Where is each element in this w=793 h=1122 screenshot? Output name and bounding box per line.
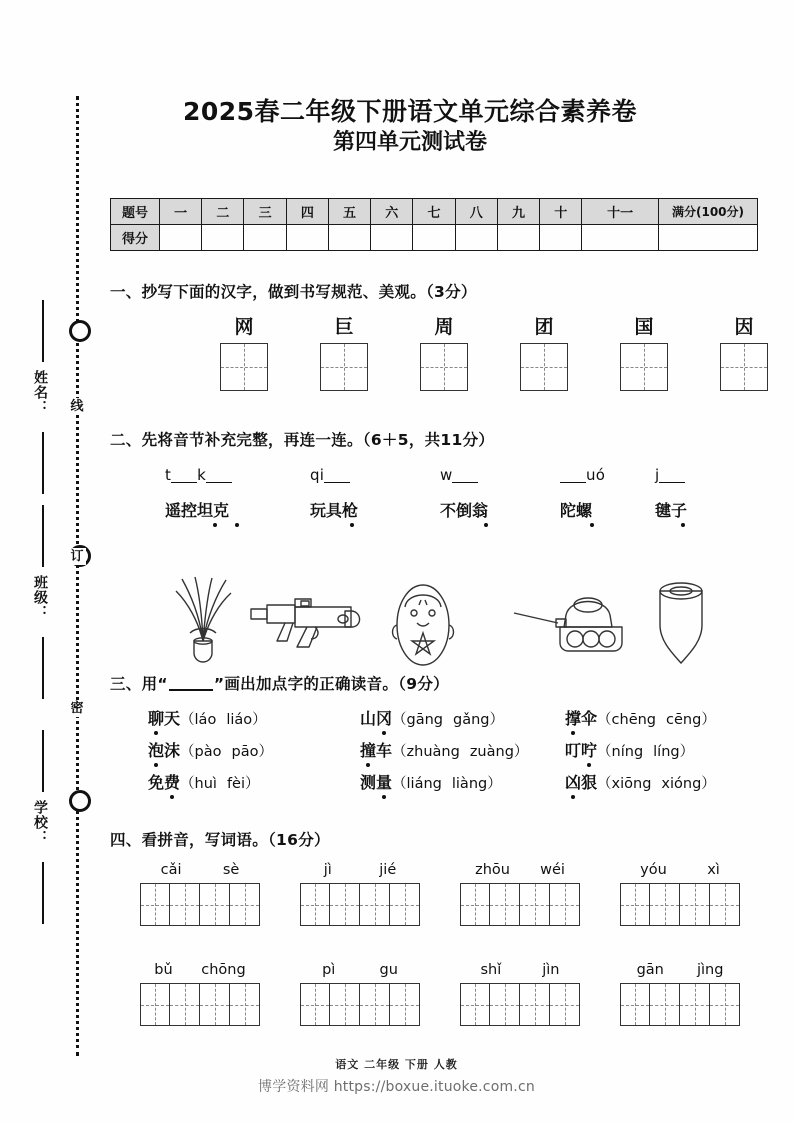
tianzige-writing-box[interactable] bbox=[230, 983, 260, 1026]
tank-drawing[interactable] bbox=[510, 589, 628, 666]
score-table-column-header: 十一 bbox=[582, 199, 659, 225]
pinyin-fill-blank[interactable] bbox=[440, 466, 488, 484]
tianzige-writing-box[interactable] bbox=[140, 883, 170, 926]
target-word bbox=[148, 741, 180, 760]
score-table-header-row bbox=[111, 199, 758, 225]
score-table-score-row bbox=[111, 225, 758, 251]
pinyin-option[interactable]: níng bbox=[611, 744, 644, 760]
pinyin-syllable: jié bbox=[379, 862, 397, 878]
tianzige-writing-box[interactable] bbox=[620, 983, 650, 1026]
paren-close: ） bbox=[701, 776, 716, 792]
question-3-heading bbox=[110, 672, 449, 694]
pinyin-prompt bbox=[620, 962, 740, 978]
paren-close: ） bbox=[258, 744, 273, 760]
seal-margin bbox=[0, 0, 100, 1122]
emphasis-dot bbox=[587, 763, 591, 767]
pinyin-options bbox=[392, 744, 528, 760]
score-table-score-cell[interactable] bbox=[455, 225, 497, 251]
matching-connect-dots[interactable] bbox=[165, 523, 232, 531]
write-word-group bbox=[300, 862, 420, 926]
write-word-group bbox=[620, 962, 740, 1026]
tianzige-writing-box[interactable] bbox=[680, 983, 710, 1026]
pinyin-syllable: gān bbox=[636, 962, 664, 978]
margin-field-rule[interactable] bbox=[42, 862, 44, 924]
pinyin-options bbox=[180, 744, 273, 760]
tianzige-writing-box[interactable] bbox=[550, 883, 580, 926]
tianzige-writing-box[interactable] bbox=[720, 343, 768, 391]
seal-line-char: 线 bbox=[68, 398, 86, 415]
paren-close: ） bbox=[245, 776, 260, 792]
pinyin-blank-underline[interactable] bbox=[171, 482, 197, 483]
score-table-column-header: 五 bbox=[328, 199, 370, 225]
tianzige-writing-box[interactable] bbox=[520, 983, 550, 1026]
pinyin-blank-underline[interactable] bbox=[324, 482, 350, 483]
emphasis-dot bbox=[382, 795, 386, 799]
pinyin-syllable: jìn bbox=[542, 962, 560, 978]
word-character: 伞 bbox=[581, 709, 598, 728]
word-character: 撑 bbox=[565, 709, 581, 728]
margin-field-rule[interactable] bbox=[42, 505, 44, 567]
score-table bbox=[110, 198, 758, 251]
paren-open: （ bbox=[392, 712, 407, 728]
pinyin-options bbox=[392, 776, 502, 792]
pinyin-option[interactable]: liáng bbox=[406, 776, 442, 792]
tumbler-doll-drawing[interactable] bbox=[385, 573, 461, 676]
emphasis-dot bbox=[382, 731, 386, 735]
page-subtitle: 第四单元测试卷 bbox=[332, 130, 487, 156]
matching-connect-dots[interactable] bbox=[655, 523, 687, 531]
pinyin-syllable: bǔ bbox=[154, 962, 173, 978]
score-table-column-header: 四 bbox=[286, 199, 328, 225]
pinyin-fragment: k bbox=[197, 466, 206, 484]
tianzige-writing-box[interactable] bbox=[650, 983, 680, 1026]
pinyin-fill-blank[interactable] bbox=[310, 466, 358, 484]
score-table-score-cell[interactable] bbox=[540, 225, 582, 251]
pinyin-prompt bbox=[140, 862, 260, 878]
word-character: 山 bbox=[360, 709, 377, 728]
tianzige-writing-box[interactable] bbox=[620, 883, 650, 926]
pinyin-prompt bbox=[620, 862, 740, 878]
paren-open: （ bbox=[597, 776, 612, 792]
score-table-score-cell[interactable] bbox=[202, 225, 244, 251]
score-table-column-header: 三 bbox=[244, 199, 286, 225]
tianzige-writing-box[interactable] bbox=[320, 343, 368, 391]
pinyin-syllable: gu bbox=[379, 962, 398, 978]
target-word bbox=[565, 773, 597, 792]
tianzige-writing-box[interactable] bbox=[490, 983, 520, 1026]
score-table-score-cell[interactable] bbox=[659, 225, 758, 251]
tianzige-writing-box[interactable] bbox=[170, 883, 200, 926]
tianzige-writing-box[interactable] bbox=[520, 343, 568, 391]
pinyin-syllable: pì bbox=[322, 962, 336, 978]
connect-dot[interactable] bbox=[484, 523, 488, 527]
question-2-heading: 二、先将音节补充完整，再连一连。（6＋5，共11分） bbox=[110, 431, 495, 449]
tianzige-writing-box[interactable] bbox=[140, 983, 170, 1026]
copy-character-cell bbox=[520, 318, 568, 391]
pinyin-blank-underline[interactable] bbox=[206, 482, 232, 483]
word-character: 费 bbox=[164, 773, 180, 792]
seal-circle bbox=[69, 790, 91, 812]
score-table-row-label: 得分 bbox=[111, 225, 160, 251]
word-character: 凶 bbox=[565, 773, 581, 792]
word-character: 冈 bbox=[376, 709, 392, 728]
word-character: 车 bbox=[376, 741, 393, 760]
pinyin-fragment: w bbox=[440, 466, 453, 484]
tianzige-writing-box[interactable] bbox=[710, 983, 740, 1026]
pinyin-option[interactable]: gǎng bbox=[453, 712, 490, 728]
pinyin-option[interactable]: chēng bbox=[611, 712, 657, 728]
pinyin-fragment: uó bbox=[586, 466, 606, 484]
word-character: 沫 bbox=[164, 741, 181, 760]
emphasis-dot bbox=[154, 731, 158, 735]
paren-close: ） bbox=[701, 712, 716, 728]
paren-close: ） bbox=[679, 744, 695, 760]
score-table-column-header: 一 bbox=[160, 199, 202, 225]
paren-close: ） bbox=[252, 712, 267, 728]
tianzige-writing-box[interactable] bbox=[200, 983, 230, 1026]
pinyin-choice-item bbox=[565, 770, 716, 793]
score-table-score-cell[interactable] bbox=[371, 225, 413, 251]
toy-gun-drawing[interactable] bbox=[245, 583, 367, 666]
seal-circle bbox=[69, 320, 91, 342]
question-3-heading-pre: 三、用“ bbox=[110, 675, 168, 693]
matching-connect-dots[interactable] bbox=[310, 523, 358, 531]
word-character: 泡 bbox=[148, 741, 164, 760]
copy-character-model: 国 bbox=[634, 316, 654, 338]
pinyin-options bbox=[597, 712, 716, 728]
paren-open: （ bbox=[180, 744, 195, 760]
seal-line-char: 订 bbox=[68, 548, 86, 565]
matching-connect-dots[interactable] bbox=[440, 523, 488, 531]
score-table-score-cell[interactable] bbox=[582, 225, 659, 251]
pinyin-syllable: jìng bbox=[696, 962, 724, 978]
copy-character-cell bbox=[620, 318, 668, 391]
pinyin-syllable: wéi bbox=[540, 862, 565, 878]
pinyin-choice-item bbox=[148, 738, 273, 761]
tianzige-box-group bbox=[300, 983, 420, 1026]
pinyin-option[interactable]: pāo bbox=[231, 744, 259, 760]
matching-word[interactable]: 玩具枪 bbox=[310, 501, 359, 520]
score-table-row-label: 题号 bbox=[111, 199, 160, 225]
matching-connect-dots[interactable] bbox=[560, 523, 605, 531]
word-character: 撞 bbox=[360, 741, 376, 760]
pinyin-fill-blank[interactable] bbox=[655, 466, 687, 484]
pinyin-syllable: zhōu bbox=[475, 862, 510, 878]
score-table-column-header: 六 bbox=[371, 199, 413, 225]
pinyin-option[interactable]: gāng bbox=[406, 712, 444, 728]
write-word-group bbox=[460, 862, 580, 926]
margin-field bbox=[30, 800, 56, 845]
connect-dot[interactable] bbox=[681, 523, 685, 527]
tianzige-writing-box[interactable] bbox=[300, 983, 330, 1026]
paren-open: （ bbox=[597, 712, 612, 728]
write-word-group bbox=[620, 862, 740, 926]
tianzige-writing-box[interactable] bbox=[520, 883, 550, 926]
pinyin-option[interactable]: liàng bbox=[451, 776, 488, 792]
pinyin-syllable: sè bbox=[222, 862, 240, 878]
tianzige-writing-box[interactable] bbox=[360, 983, 390, 1026]
copy-character-cell bbox=[720, 318, 768, 391]
pinyin-prompt bbox=[460, 962, 580, 978]
connect-dot[interactable] bbox=[350, 523, 354, 527]
target-word bbox=[360, 773, 392, 792]
tianzige-writing-box[interactable] bbox=[680, 883, 710, 926]
matching-word[interactable]: 陀螺 bbox=[560, 501, 593, 520]
write-word-group bbox=[300, 962, 420, 1026]
tianzige-writing-box[interactable] bbox=[420, 343, 468, 391]
matching-column bbox=[310, 466, 358, 531]
margin-field-label: 学校： bbox=[32, 800, 48, 845]
copy-character-cell bbox=[220, 318, 268, 391]
tianzige-writing-box[interactable] bbox=[230, 883, 260, 926]
emphasis-dot bbox=[154, 763, 158, 767]
matching-column bbox=[440, 466, 488, 531]
pinyin-option[interactable]: xióng bbox=[661, 776, 702, 792]
pinyin-fill-blank[interactable] bbox=[560, 466, 605, 484]
tianzige-box-group bbox=[460, 983, 580, 1026]
seal-line-char: 密 bbox=[68, 700, 86, 717]
margin-field-rule[interactable] bbox=[42, 637, 44, 699]
target-word bbox=[148, 773, 180, 792]
pinyin-options bbox=[180, 776, 259, 792]
pinyin-blank-underline[interactable] bbox=[560, 482, 586, 483]
paren-close: ） bbox=[513, 744, 529, 760]
copy-character-model: 巨 bbox=[334, 316, 354, 338]
target-word bbox=[565, 709, 597, 728]
pinyin-fill-blank[interactable] bbox=[165, 466, 232, 484]
pinyin-prompt bbox=[140, 962, 260, 978]
margin-field-label: 姓名： bbox=[32, 370, 48, 415]
paren-open: （ bbox=[392, 744, 407, 760]
question-4-heading: 四、看拼音，写词语。（16分） bbox=[110, 831, 330, 849]
word-character: 聊 bbox=[148, 709, 164, 728]
pinyin-option[interactable]: láo bbox=[194, 712, 217, 728]
pinyin-option[interactable]: líng bbox=[653, 744, 680, 760]
pinyin-option[interactable]: liáo bbox=[226, 712, 253, 728]
matching-column bbox=[560, 466, 605, 531]
pinyin-option[interactable]: zuàng bbox=[469, 744, 514, 760]
word-character: 叮 bbox=[565, 741, 582, 760]
pinyin-option[interactable]: pào bbox=[194, 744, 222, 760]
pinyin-prompt bbox=[300, 862, 420, 878]
paren-open: （ bbox=[180, 776, 195, 792]
matching-column bbox=[655, 466, 687, 531]
watermark: 博学资料网 https://boxue.ituoke.com.cn bbox=[258, 1079, 535, 1095]
page-title: 2025春二年级下册语文单元综合素养卷 bbox=[182, 97, 638, 126]
copy-character-model: 周 bbox=[434, 316, 454, 338]
target-word bbox=[360, 709, 392, 728]
pinyin-options bbox=[392, 712, 504, 728]
connect-dot[interactable] bbox=[213, 523, 217, 527]
score-table-score-cell[interactable] bbox=[413, 225, 455, 251]
emphasis-dot bbox=[170, 795, 174, 799]
score-table-column-header: 九 bbox=[497, 199, 539, 225]
tianzige-box-group bbox=[620, 883, 740, 926]
margin-field-rule[interactable] bbox=[42, 432, 44, 494]
word-character: 天 bbox=[164, 709, 181, 728]
pinyin-choice-item bbox=[148, 706, 267, 729]
copy-character-model: 因 bbox=[734, 316, 754, 338]
tianzige-writing-box[interactable] bbox=[460, 883, 490, 926]
score-table-score-cell[interactable] bbox=[497, 225, 539, 251]
connect-dot[interactable] bbox=[590, 523, 594, 527]
score-table-column-header: 二 bbox=[202, 199, 244, 225]
pinyin-choice-item bbox=[360, 706, 504, 729]
tianzige-writing-box[interactable] bbox=[330, 983, 360, 1026]
spinning-top-drawing[interactable] bbox=[650, 573, 712, 670]
pinyin-choice-item bbox=[565, 738, 694, 761]
word-character: 免 bbox=[148, 773, 165, 792]
seal-dotted-line bbox=[76, 96, 79, 1056]
copy-character-model: 网 bbox=[234, 316, 254, 338]
paren-open: （ bbox=[180, 712, 195, 728]
word-character: 咛 bbox=[581, 741, 597, 760]
pinyin-fragment: j bbox=[655, 466, 660, 484]
tianzige-writing-box[interactable] bbox=[300, 883, 330, 926]
tianzige-writing-box[interactable] bbox=[390, 983, 420, 1026]
score-table-score-cell[interactable] bbox=[286, 225, 328, 251]
target-word bbox=[360, 741, 392, 760]
write-word-group bbox=[140, 962, 260, 1026]
pinyin-fragment: t bbox=[165, 466, 172, 484]
pinyin-fragment: qi bbox=[310, 466, 325, 484]
write-word-group bbox=[140, 862, 260, 926]
copy-character-model: 团 bbox=[534, 316, 554, 338]
tianzige-writing-box[interactable] bbox=[200, 883, 230, 926]
score-table-column-header: 十 bbox=[540, 199, 582, 225]
pinyin-syllable: chōng bbox=[201, 962, 246, 978]
question-1-heading: 一、抄写下面的汉字，做到书写规范、美观。（3分） bbox=[110, 283, 477, 301]
margin-field-rule[interactable] bbox=[42, 730, 44, 792]
tianzige-writing-box[interactable] bbox=[460, 983, 490, 1026]
pinyin-option[interactable]: fèi bbox=[226, 776, 246, 792]
pinyin-option[interactable]: zhuàng bbox=[406, 744, 460, 760]
score-table-score-cell[interactable] bbox=[244, 225, 286, 251]
tianzige-writing-box[interactable] bbox=[220, 343, 268, 391]
score-table-column-header: 七 bbox=[413, 199, 455, 225]
pinyin-option[interactable]: xiōng bbox=[611, 776, 652, 792]
pinyin-syllable: shǐ bbox=[480, 962, 502, 978]
tianzige-writing-box[interactable] bbox=[650, 883, 680, 926]
pinyin-options bbox=[180, 712, 267, 728]
tianzige-writing-box[interactable] bbox=[330, 883, 360, 926]
tianzige-writing-box[interactable] bbox=[360, 883, 390, 926]
pinyin-option[interactable]: huì bbox=[194, 776, 217, 792]
paren-close: ） bbox=[487, 776, 502, 792]
question-2-picture-row bbox=[110, 565, 750, 670]
copy-character-cell bbox=[420, 318, 468, 391]
pinyin-syllable: xì bbox=[707, 862, 720, 878]
margin-field bbox=[30, 575, 56, 620]
pinyin-choice-item bbox=[148, 770, 260, 793]
pinyin-syllable: yóu bbox=[640, 862, 667, 878]
tianzige-writing-box[interactable] bbox=[620, 343, 668, 391]
tianzige-writing-box[interactable] bbox=[490, 883, 520, 926]
pinyin-blank-underline[interactable] bbox=[452, 482, 478, 483]
tianzige-box-group bbox=[140, 883, 260, 926]
matching-word[interactable]: 毽子 bbox=[655, 501, 688, 520]
target-word bbox=[565, 741, 597, 760]
pinyin-choice-item bbox=[565, 706, 716, 729]
paren-open: （ bbox=[392, 776, 407, 792]
paren-close: ） bbox=[489, 712, 504, 728]
pinyin-prompt bbox=[300, 962, 420, 978]
pinyin-choice-item bbox=[360, 738, 528, 761]
word-character: 狠 bbox=[581, 773, 598, 792]
matching-word[interactable]: 不倒翁 bbox=[440, 501, 489, 520]
score-table-score-cell[interactable] bbox=[328, 225, 370, 251]
tianzige-writing-box[interactable] bbox=[390, 883, 420, 926]
pinyin-option[interactable]: cēng bbox=[666, 712, 702, 728]
pinyin-prompt bbox=[460, 862, 580, 878]
emphasis-dot bbox=[571, 795, 575, 799]
paren-open: （ bbox=[597, 744, 612, 760]
emphasis-dot bbox=[571, 731, 575, 735]
target-word bbox=[148, 709, 180, 728]
pinyin-syllable: jì bbox=[323, 862, 332, 878]
margin-field bbox=[30, 370, 56, 415]
tianzige-writing-box[interactable] bbox=[710, 883, 740, 926]
pinyin-options bbox=[597, 744, 694, 760]
question-3-heading-post: ”画出加点字的正确读音。（9分） bbox=[213, 675, 449, 693]
matching-column bbox=[165, 466, 232, 531]
word-character: 测 bbox=[360, 773, 377, 792]
connect-dot[interactable] bbox=[235, 523, 239, 527]
copy-character-cell bbox=[320, 318, 368, 391]
pinyin-options bbox=[597, 776, 716, 792]
tianzige-writing-box[interactable] bbox=[550, 983, 580, 1026]
margin-field-rule[interactable] bbox=[42, 300, 44, 362]
score-table-full-marks: 满分(100分) bbox=[659, 199, 758, 225]
word-character: 量 bbox=[376, 773, 392, 792]
score-table-score-cell[interactable] bbox=[160, 225, 202, 251]
shuttlecock-drawing[interactable] bbox=[160, 571, 246, 668]
pinyin-choice-item bbox=[360, 770, 502, 793]
tianzige-box-group bbox=[460, 883, 580, 926]
margin-field-label: 班级： bbox=[32, 575, 48, 620]
tianzige-box-group bbox=[300, 883, 420, 926]
underline-mark bbox=[169, 689, 213, 691]
emphasis-dot bbox=[366, 763, 370, 767]
write-word-group bbox=[460, 962, 580, 1026]
pinyin-syllable: cǎi bbox=[160, 862, 182, 878]
tianzige-box-group bbox=[140, 983, 260, 1026]
matching-word[interactable]: 遥控坦克 bbox=[165, 501, 230, 520]
tianzige-box-group bbox=[620, 983, 740, 1026]
tianzige-writing-box[interactable] bbox=[170, 983, 200, 1026]
score-table-column-header: 八 bbox=[455, 199, 497, 225]
page-title-block bbox=[100, 96, 720, 158]
footer-subject-line: 语文 二年级 下册 人教 bbox=[335, 1058, 458, 1071]
pinyin-blank-underline[interactable] bbox=[659, 482, 685, 483]
